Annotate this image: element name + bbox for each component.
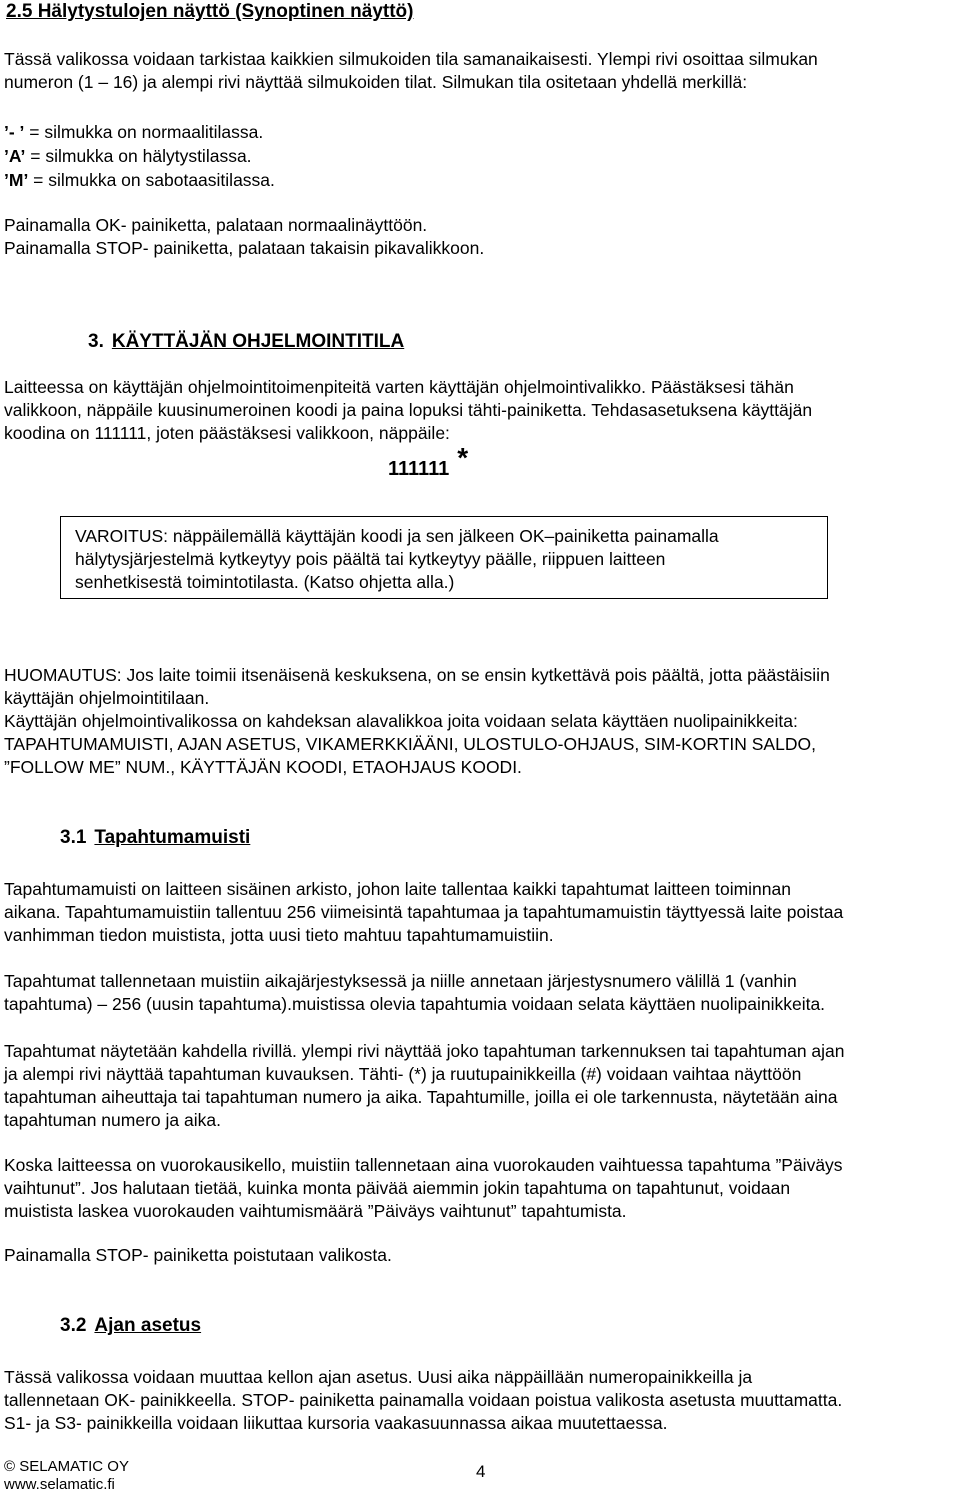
status-legend [4,120,956,192]
user-code-display [388,442,469,483]
warning-line: VAROITUS: näppäilemällä käyttäjän koodi ja sen jälkeen OK–painiketta painamalla [75,526,719,546]
legend-text: = silmukka on sabotaasitilassa. [28,170,275,190]
text-line: käyttäjän ohjelmointitilaan. [4,688,210,708]
section-3-note [4,664,956,779]
legend-tamper [4,168,956,192]
text-line: vanhimman tiedon muistista, jotta uusi tieto mahtuu tapahtumamuistiin. [4,925,554,945]
section-3-1-p4 [4,1154,956,1223]
text-line: tapahtuman aiheuttaja tai tapahtuman numero ja aika. Tapahtumille, joilla ei ole tarkennusta, näytetään aina [4,1087,838,1107]
section-title: Tapahtumamuisti [94,827,251,848]
legend-alarm [4,144,956,168]
text-line: S1- ja S3- painikkeilla voidaan liikuttaa kursoria vaakasuunnassa aikaa muutettaessa. [4,1413,668,1433]
text-line: muistista laskea vuorokauden vaihtumismäärä ”Päiväys vaihtunut” tapahtumista. [4,1201,627,1221]
text-line: Käyttäjän ohjelmointivalikossa on kahdeksan alavalikkoa joita voidaan selata käyttäen nuolipainikkeita: [4,711,798,731]
text-line: koodina on 111111, joten päästäksesi valikkoon, näppäile: [4,423,450,443]
section-3-1-heading [60,826,250,850]
page-number: 4 [476,1462,486,1481]
section-3-heading [88,330,404,354]
text-line: aikana. Tapahtumamuistiin tallentuu 256 viimeisintä tapahtumaa ja tapahtumamuistin täyttyessä laite poistaa [4,902,844,922]
legend-normal [4,120,956,144]
section-title: KÄYTTÄJÄN OHJELMOINTITILA [111,331,405,352]
text-line: valikkoon, näppäile kuusinumeroinen koodi ja paina lopuksi tähti-painiketta. Tehdasasetuksena käyttäjän [4,400,813,420]
section-3-2-heading [60,1314,201,1338]
text-line: HUOMAUTUS: Jos laite toimii itsenäisenä keskuksena, on se ensin kytkettävä pois päältä, jotta päästäisiin [4,665,830,685]
section-3-1-p5 [4,1244,956,1267]
user-code: 111111 [388,458,450,480]
text-line: Koska laitteessa on vuorokausikello, muistiin tallennetaan aina vuorokauden vaihtuessa tapahtuma ”Päiväys [4,1155,843,1175]
section-3-2-p1 [4,1366,956,1435]
text-line: Laitteessa on käyttäjän ohjelmointitoimenpiteitä varten käyttäjän ohjelmointivalikko. Päästäksesi tähän [4,377,794,397]
section-number: 3. [88,331,104,352]
section-3-1-p1 [4,878,956,947]
legend-symbol: ’- ’ [4,122,25,142]
section-3-1-p3 [4,1040,956,1132]
legend-text: = silmukka on hälytystilassa. [25,146,252,166]
section-2-5-heading: 2.5 Hälytystulojen näyttö (Synoptinen näyttö) [6,1,414,22]
text-line: Painamalla STOP- painiketta, palataan takaisin pikavalikkoon. [4,238,485,258]
text-line: ”FOLLOW ME” NUM., KÄYTTÄJÄN KOODI, ETAOHJAUS KOODI. [4,757,522,777]
section-3-paragraph [4,376,956,445]
section-number: 3.2 [60,1315,87,1336]
section-2-5-intro [4,48,956,94]
section-2-5-instructions [4,214,956,260]
text-line: Tapahtumamuisti on laitteen sisäinen arkisto, johon laite tallentaa kaikki tapahtumat laitteen toiminnan [4,879,791,899]
text-line: Tässä valikossa voidaan muuttaa kellon ajan asetus. Uusi aika näppäillään numeropainikkeilla ja [4,1367,753,1387]
footer-company [4,1458,129,1494]
section-number: 3.1 [60,827,87,848]
text-line: TAPAHTUMAMUISTI, AJAN ASETUS, VIKAMERKKIÄÄNI, ULOSTULO-OHJAUS, SIM-KORTIN SALDO, [4,734,816,754]
warning-line: hälytysjärjestelmä kytkeytyy pois päältä tai kytkeytyy päälle, riippuen laitteen [75,549,666,569]
warning-box [60,516,828,599]
text-line: tapahtuman numero ja aika. [4,1110,221,1130]
company-name: © SELAMATIC OY [4,1458,129,1475]
text-line: Tapahtumat tallennetaan muistiin aikajärjestyksessä ja niille annetaan järjestysnumero välillä 1 (vanhin [4,971,797,991]
text-line: numeron (1 – 16) ja alempi rivi näyttää silmukoiden tilat. Silmukan tila ositetaan yhdellä merkillä: [4,72,748,92]
text-line: ja alempi rivi näyttää tapahtuman kuvauksen. Tähti- (*) ja ruutupainikkeilla (#) voidaan vaihtaa näyttöön [4,1064,802,1084]
legend-symbol: ’M’ [4,170,29,190]
text-line: tapahtuma) – 256 (uusin tapahtuma).muistissa olevia tapahtumia voidaan selata käyttäen nuolipainikkeita. [4,994,826,1014]
text-line: Painamalla STOP- painiketta poistutaan valikosta. [4,1245,392,1265]
section-3-1-p2 [4,970,956,1016]
text-line: Tapahtumat näytetään kahdella rivillä. ylempi rivi näyttää joko tapahtuman tarkennuksen tai tapahtuman ajan [4,1041,845,1061]
text-line: vaihtunut”. Jos halutaan tietää, kuinka monta päivää aiemmin jokin tapahtuma on tapahtunut, voidaan [4,1178,791,1198]
legend-symbol: ’A’ [4,146,26,166]
legend-text: = silmukka on normaalitilassa. [24,122,264,142]
text-line: Tässä valikossa voidaan tarkistaa kaikkien silmukoiden tila samanaikaisesti. Ylempi rivi osoittaa silmukan [4,49,818,69]
section-title: Ajan asetus [94,1315,202,1336]
warning-line: senhetkisestä toimintotilasta. (Katso ohjetta alla.) [75,572,455,592]
star-key: * [457,442,469,473]
text-line: Painamalla OK- painiketta, palataan normaalinäyttöön. [4,215,428,235]
website-link[interactable]: www.selamatic.fi [4,1476,115,1493]
text-line: tallennetaan OK- painikkeella. STOP- painiketta painamalla voidaan poistua valikosta asetusta muuttamatta. [4,1390,843,1410]
